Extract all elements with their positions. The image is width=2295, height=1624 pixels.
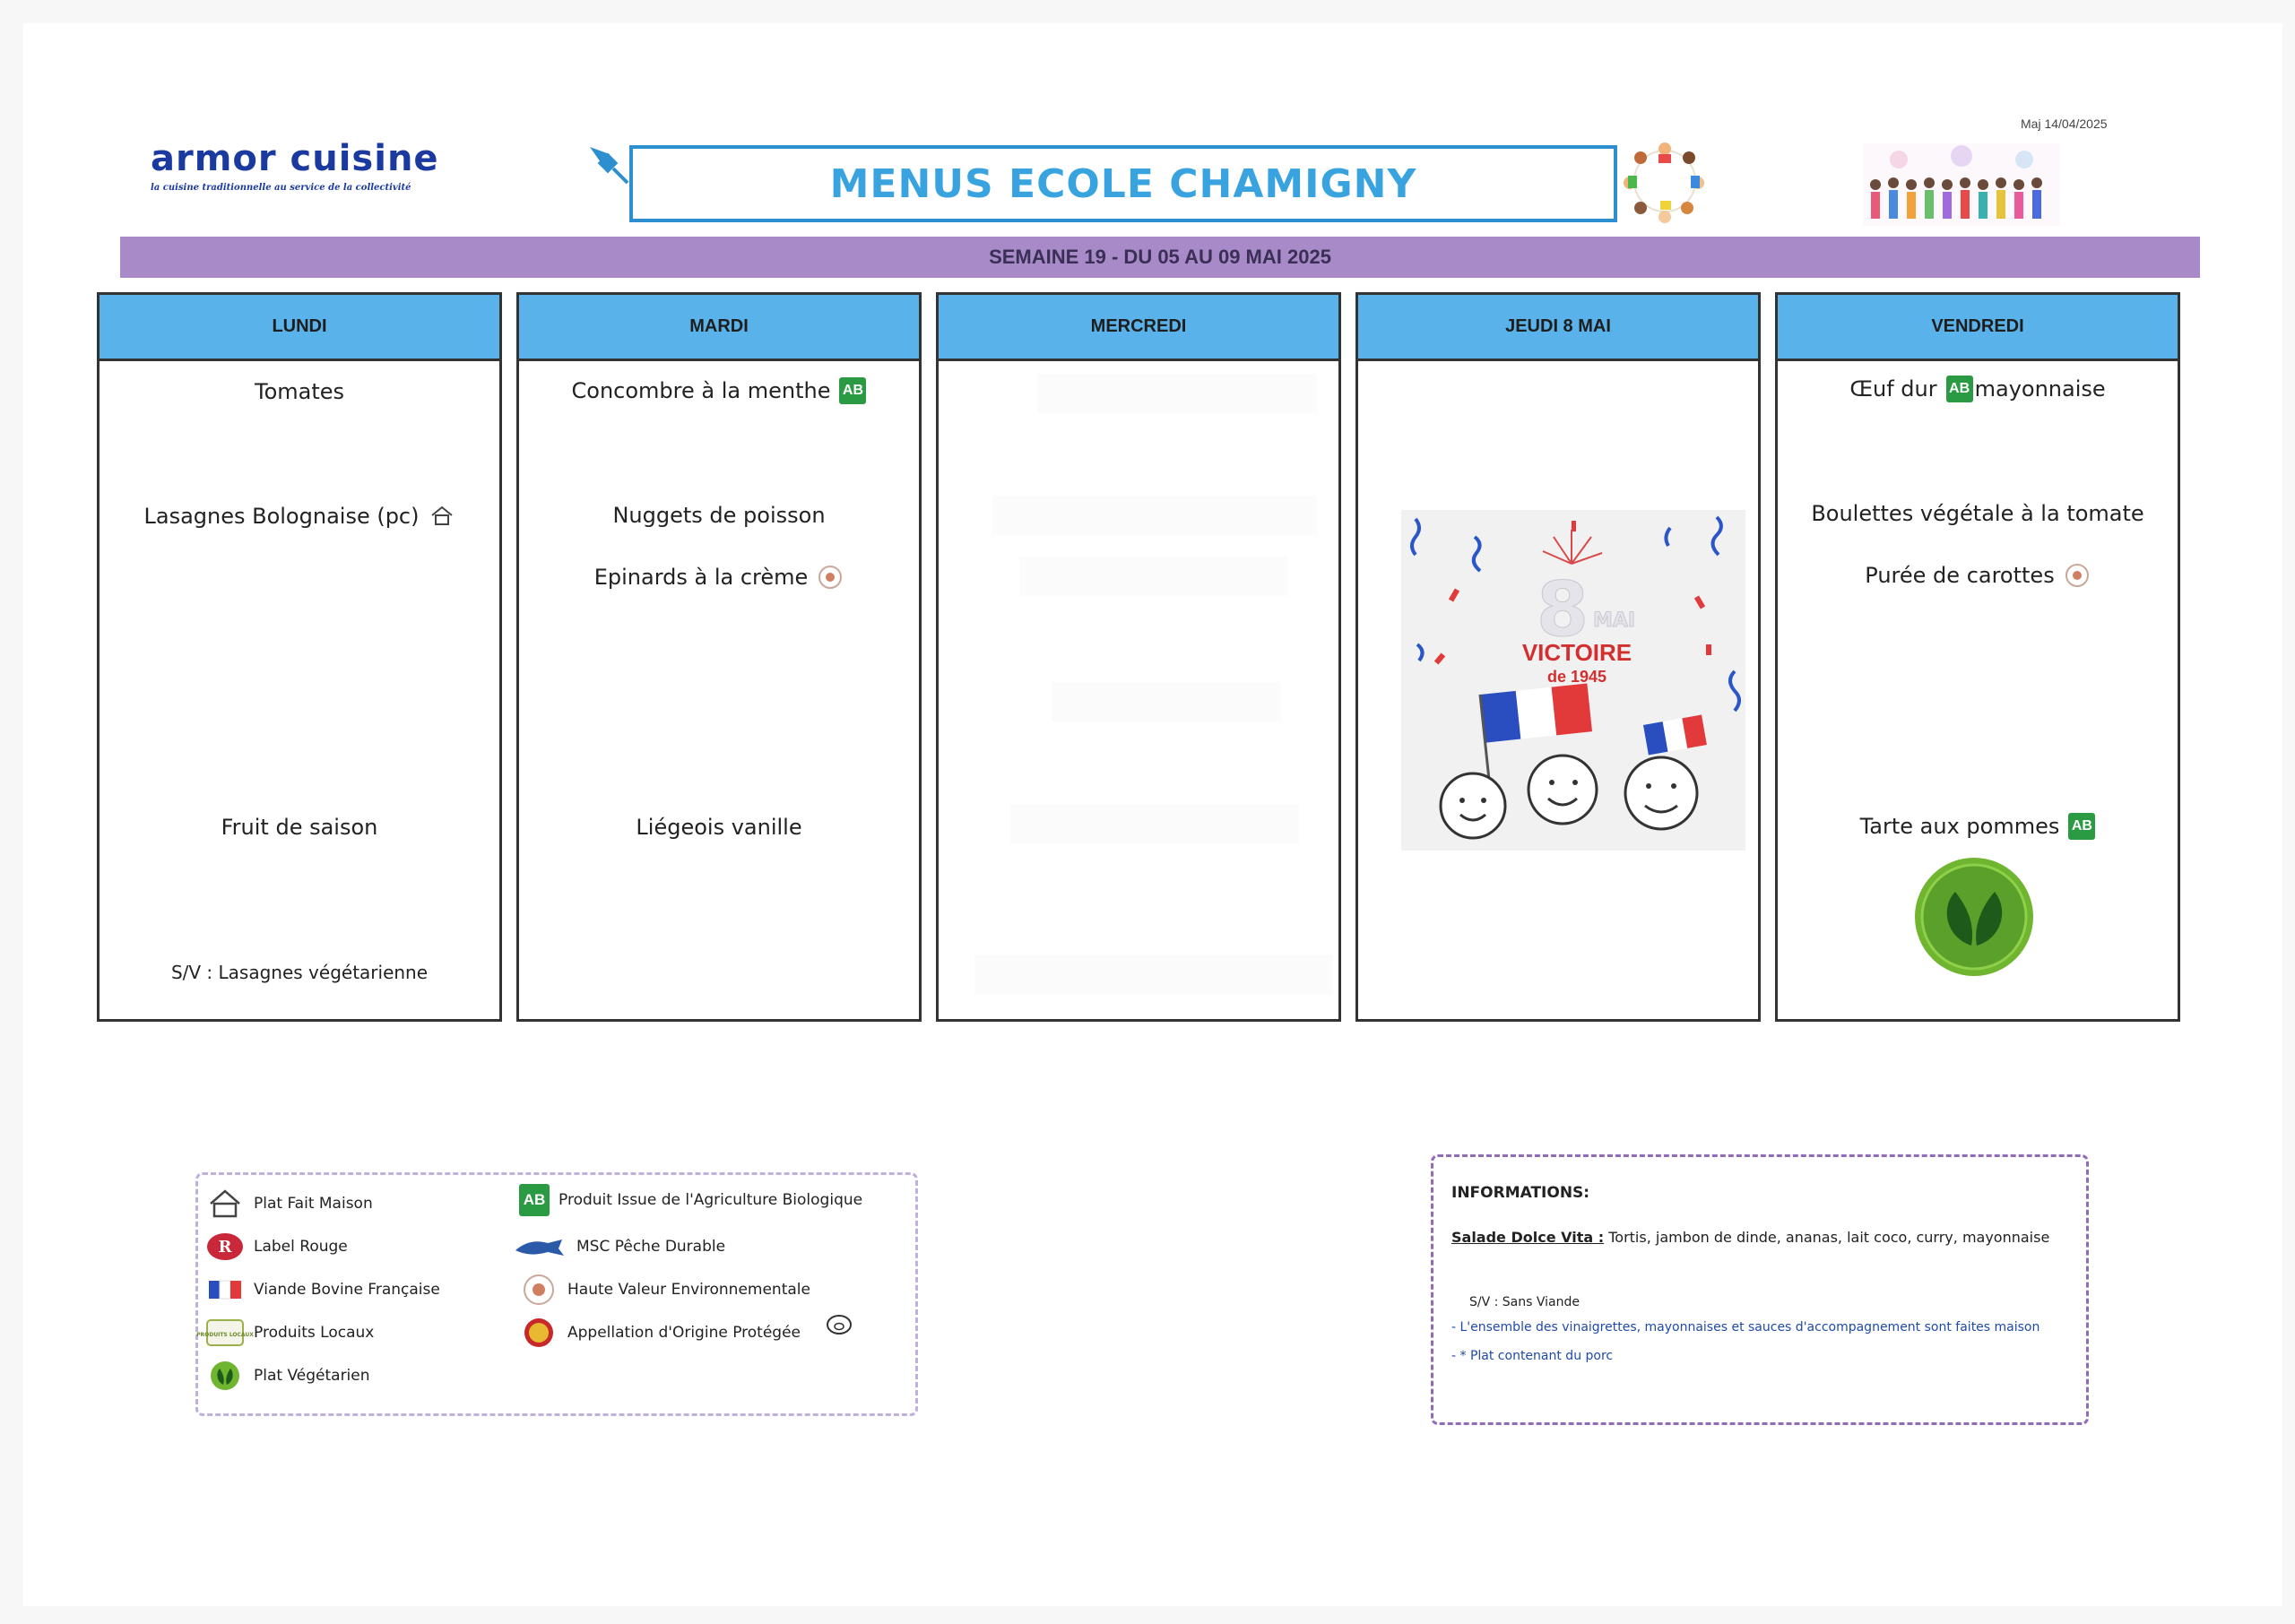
day-column-mercredi [936, 292, 1341, 1022]
event-day-number: 8 [1536, 566, 1589, 653]
label-rouge-icon [205, 1231, 245, 1263]
week-banner [120, 237, 2200, 278]
hve-icon [519, 1274, 559, 1306]
info-pork-note: - * Plat contenant du porc [1451, 1349, 1614, 1363]
legend-item-label-rouge [205, 1231, 348, 1263]
legend-label: Produit Issue de l'Agriculture Biologique [559, 1191, 863, 1209]
legend-item-locaux [196, 1317, 375, 1349]
event-year: de 1945 [1546, 668, 1607, 686]
dolce-text: Tortis, jambon de dinde, ananas, lait coco, curry, mayonnaise [1604, 1229, 2050, 1246]
info-box [1431, 1154, 2089, 1425]
dish-text: Tomates [254, 379, 345, 404]
dish-text: Concombre à la menthe [571, 378, 831, 403]
info-sv: S/V : Sans Viande [1469, 1295, 1580, 1309]
dish-text: S/V : Lasagnes végétarienne [170, 962, 429, 983]
week-label: SEMAINE 19 - DU 05 AU 09 MAI 2025 [989, 246, 1331, 268]
menu-item-dessert [100, 815, 499, 840]
menu-item-main [519, 503, 919, 528]
redacted-area [1010, 804, 1299, 843]
msc-fish-icon [512, 1231, 567, 1263]
event-title: VICTOIRE [1521, 639, 1632, 666]
pork-icon [824, 1310, 854, 1337]
menu-item-side [1778, 562, 2178, 589]
legend-label: Plat Végétarien [254, 1367, 370, 1385]
legend-item-fait-maison [205, 1188, 373, 1220]
day-label: VENDREDI [1931, 316, 2024, 336]
vegetarian-leaf-icon [1909, 856, 2040, 978]
brand-logo [151, 138, 473, 193]
redacted-area [1019, 557, 1288, 596]
menu-item-starter [519, 377, 919, 404]
info-title: INFORMATIONS: [1451, 1184, 1590, 1202]
dish-text: Œuf dur [1849, 376, 1937, 402]
hve-icon [2064, 562, 2091, 589]
bio-ab-icon: AB [2068, 813, 2095, 840]
legend-label: Label Rouge [254, 1238, 348, 1256]
redacted-area [974, 955, 1333, 994]
menu-item-dessert [1778, 813, 2178, 840]
aop-icon [519, 1317, 559, 1349]
day-header [100, 295, 499, 361]
viande-bovine-francaise-icon [205, 1274, 245, 1306]
dish-text: Tarte aux pommes [1859, 814, 2060, 839]
fait-maison-icon [429, 503, 455, 530]
dish-text: Epinards à la crème [593, 565, 809, 590]
day-header [939, 295, 1338, 361]
day-header [1778, 295, 2178, 361]
legend-label: Appellation d'Origine Protégée [567, 1324, 801, 1342]
produits-locaux-icon [196, 1317, 254, 1349]
title-box [629, 145, 1617, 222]
hve-icon [817, 564, 844, 591]
info-dolce-vita [1451, 1229, 2049, 1246]
legend-label: Haute Valeur Environnementale [567, 1281, 810, 1299]
menu-page [23, 23, 2282, 1606]
page-title: MENUS ECOLE CHAMIGNY [829, 160, 1417, 207]
day-label: MERCREDI [1090, 316, 1187, 336]
menu-item-main [100, 503, 499, 530]
dish-text: Lasagnes Bolognaise (pc) [143, 504, 420, 529]
info-sauces-note: - L'ensemble des vinaigrettes, mayonnaises et sauces d'accompagnement sont faites maison [1451, 1320, 2040, 1335]
bio-ab-icon: AB [519, 1184, 550, 1216]
legend-label: Produits Locaux [254, 1324, 375, 1342]
brand-tagline: la cuisine traditionnelle au service de la collectivité [151, 183, 411, 193]
dish-text: mayonnaise [1974, 376, 2106, 402]
brand-name: armor cuisine [151, 138, 439, 179]
dish-text: Fruit de saison [221, 815, 378, 840]
legend-item-vbf [205, 1274, 440, 1306]
children-group-illustration [1863, 143, 2060, 226]
legend-item-vegetarien [205, 1360, 370, 1392]
dolce-label: Salade Dolce Vita : [1451, 1229, 1605, 1246]
fait-maison-icon [205, 1188, 245, 1220]
legend-label: Plat Fait Maison [254, 1195, 373, 1213]
day-column-mardi [516, 292, 922, 1022]
menu-item-main [1778, 501, 2178, 526]
legend-label: Viande Bovine Française [254, 1281, 440, 1299]
day-column-vendredi [1775, 292, 2180, 1022]
day-column-lundi [97, 292, 502, 1022]
vegetarian-leaf-icon [205, 1360, 245, 1392]
bio-ab-icon: AB [839, 377, 866, 404]
day-label: MARDI [689, 316, 749, 336]
event-month: MAI [1593, 609, 1636, 632]
menu-item-starter [100, 379, 499, 404]
legend-label: MSC Pêche Durable [576, 1238, 726, 1256]
children-circle-illustration [1615, 136, 1714, 226]
dish-text: Purée de carottes [1865, 563, 2055, 588]
svg-text:R: R [218, 1238, 232, 1257]
menu-item-dessert [519, 815, 919, 840]
update-date: Maj 14/04/2025 [2021, 117, 2108, 131]
day-header [519, 295, 919, 361]
legend-item-msc [512, 1231, 725, 1263]
redacted-area [1037, 374, 1317, 413]
day-label: JEUDI 8 MAI [1505, 316, 1611, 336]
legend-item-bio [519, 1184, 862, 1216]
legend-box [195, 1172, 918, 1416]
victoire-1945-illustration [1401, 510, 1745, 851]
day-header [1358, 295, 1758, 361]
dish-text: Nuggets de poisson [612, 503, 826, 528]
redacted-area [992, 496, 1317, 535]
day-column-jeudi [1355, 292, 1761, 1022]
day-label: LUNDI [272, 316, 327, 336]
dish-text: Boulettes végétale à la tomate [1811, 501, 2144, 526]
dish-text: Liégeois vanille [636, 815, 802, 840]
legend-item-hve [519, 1274, 810, 1306]
redacted-area [1052, 682, 1281, 721]
menu-item-starter [1778, 376, 2178, 402]
bio-ab-icon: AB [1946, 376, 1973, 402]
menu-item-vegetarian-alt [100, 962, 499, 983]
locaux-badge-text: PRODUITS LOCAUX [196, 1332, 254, 1338]
legend-item-aop [519, 1317, 854, 1349]
menu-item-side [519, 564, 919, 591]
pushpin-icon [583, 138, 633, 188]
